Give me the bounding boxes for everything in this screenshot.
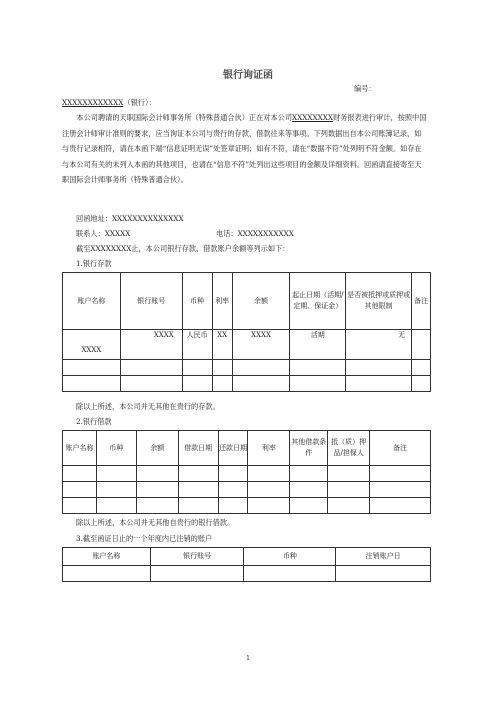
deposits-note: 除以上所述，本公司并无其他在贵行的存款。 [76, 402, 220, 411]
col-interest-rate: 利率 [248, 431, 290, 466]
col-remarks: 备注 [412, 273, 431, 330]
table-row [63, 360, 431, 376]
table-row [63, 498, 431, 514]
table-row [63, 466, 431, 482]
intro-lead: 本公司聘请的天职国际会计师事务所（特殊普通合伙）正在对本公司 [76, 113, 293, 122]
contact-phone: 电话：XXXXXXXXXXX [216, 229, 294, 238]
table-row [63, 566, 431, 582]
contact-person: 联系人：XXXXX [76, 229, 131, 238]
table-row [63, 376, 431, 392]
cell-currency: 人民币 [182, 330, 212, 360]
col-interest-rate: 利率 [212, 273, 232, 330]
col-account-number: 银行账号 [120, 273, 182, 330]
closed-accounts-header-row [63, 548, 431, 566]
cell-account-name: XXXX [63, 330, 121, 360]
col-repayment-date: 还款日期 [218, 431, 248, 466]
table-row [63, 330, 431, 360]
intro-paragraph [62, 110, 428, 188]
intro-rest: 财务报表进行审计，按照中国注册会计师审计准则的要求，应当询证本公司与贵行的存款、借款往来等事项。下列数据出自本公司账簿记录，如与贵行记录相符，请在本函下端“信息证明无误”处签章证明；如有不符，请在“数据不符”处列明不符金额。如存在与本公司有关的未列入本函的其他项目，也请在“信息不符”处列出这些项目的金额及详细资料。回函请直接寄至天职国际会计师事务所（特殊普通合伙）。 [62, 113, 427, 185]
cell-interest-rate: XX [212, 330, 232, 360]
deposits-heading: 1.银行存款 [76, 259, 112, 268]
loans-note: 除以上所述，本公司并无其他自贵行的银行借款。 [76, 518, 235, 527]
loans-header-row [63, 431, 431, 466]
col-collateral: 抵（质）押品/担保人 [328, 431, 370, 466]
col-balance: 余额 [136, 431, 178, 466]
col-closing-date: 注销账户日 [336, 548, 431, 566]
col-pledged: 是否被抵押或质押或其他限制 [346, 273, 412, 330]
cell-term: 活期 [290, 330, 346, 360]
document-title: 银行询证函 [223, 70, 273, 81]
loans-heading: 2.银行借款 [76, 417, 112, 426]
serial-number-label: 编号： [354, 84, 376, 93]
col-remarks: 备注 [370, 431, 431, 466]
cell-remarks [412, 330, 431, 360]
loans-table [62, 430, 431, 514]
cell-balance: XXXX [232, 330, 290, 360]
col-currency: 币种 [96, 431, 136, 466]
closed-accounts-table [62, 547, 431, 582]
deposits-table [62, 272, 431, 392]
col-currency: 币种 [244, 548, 336, 566]
cell-pledged: 无 [346, 330, 412, 360]
cell-account-number: XXXX [120, 330, 182, 360]
col-other-terms: 其他借款条件 [290, 431, 328, 466]
col-account-name: 账户名称 [63, 431, 97, 466]
reply-address: 回函地址：XXXXXXXXXXXXXX [76, 214, 184, 223]
deposits-header-row [63, 273, 431, 330]
col-currency: 币种 [182, 273, 212, 330]
col-term: 起止日期（活期/定期、保证金） [290, 273, 346, 330]
addressee-suffix: （银行）： [123, 98, 156, 107]
cutoff-line: 截至XXXXXXXX止，本公司银行存款、借款账户余额等列示如下： [76, 244, 290, 253]
col-account-name: 账户名称 [63, 548, 151, 566]
audit-period: XXXXXXXX [292, 113, 333, 122]
col-account-number: 银行账号 [150, 548, 244, 566]
bank-name: XXXXXXXXXXXX [62, 98, 124, 107]
col-loan-date: 借款日期 [178, 431, 218, 466]
col-balance: 余额 [232, 273, 290, 330]
col-account-name: 账户名称 [63, 273, 121, 330]
closed-accounts-heading: 3.截至函证日止的一个年度内已注销的账户 [76, 534, 213, 543]
table-row [63, 482, 431, 498]
page-number: 1 [246, 655, 250, 662]
addressee-line [62, 98, 156, 108]
